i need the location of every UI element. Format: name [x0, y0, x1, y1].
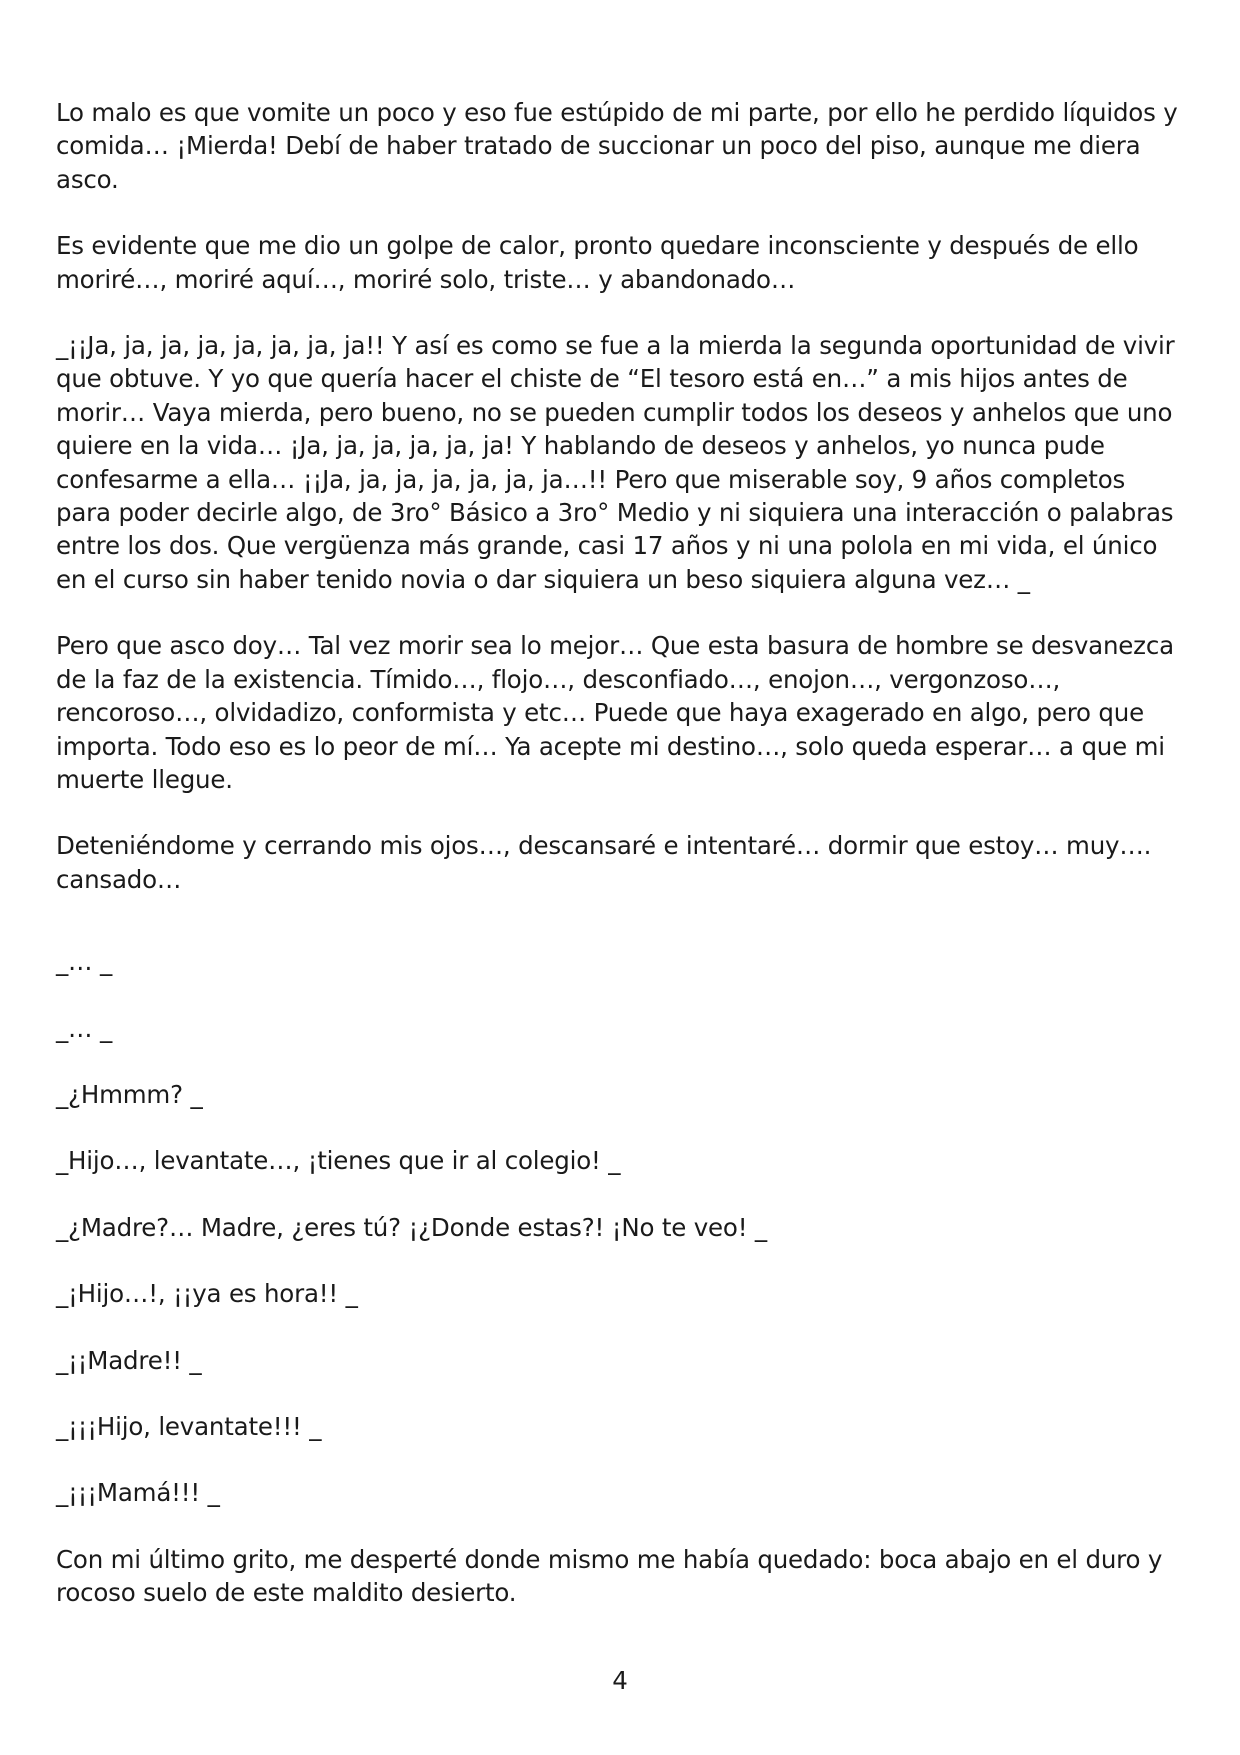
paragraph: Pero que asco doy… Tal vez morir sea lo mejor… Que esta basura de hombre se desvanezca de la faz de la existencia. Tímido…, flojo…, desconfiado…, enojon…, vergonzoso…, rencoroso…, olvidadizo, conformista y etc… Puede que haya exagerado en algo, pero que importa. Todo eso es lo peor de mí… Ya acepte mi destino…, solo queda esperar… a que mi muerte llegue.	[56, 631, 1174, 794]
dialogue-line: _¿Hmmm? _	[56, 1079, 203, 1109]
dialogue-line: _Hijo…, levantate…, ¡tienes que ir al colegio! _	[56, 1146, 621, 1176]
page-number: 4	[612, 1666, 628, 1695]
document-body	[56, 96, 1184, 1643]
paragraph: Lo malo es que vomite un poco y eso fue estúpido de mi parte, por ello he perdido líquidos y comida… ¡Mierda! Debí de haber tratado de succionar un poco del piso, aunque me diera asco.	[56, 98, 1178, 194]
paragraph: Es evidente que me dio un golpe de calor, pronto quedare inconsciente y después de ello moriré…, moriré aquí…, moriré solo, triste… y abandonado…	[56, 231, 1139, 294]
dialogue-line: _¡Hijo…!, ¡¡ya es hora!! _	[56, 1279, 358, 1309]
dialogue-line: _¡¡¡Hijo, levantate!!! _	[56, 1411, 322, 1441]
paragraph: Deteniéndome y cerrando mis ojos…, descansaré e intentaré… dormir que estoy… muy…. cansado…	[56, 831, 1152, 894]
dialogue-line: _¡¡Madre!! _	[56, 1345, 202, 1375]
paragraph: Con mi último grito, me desperté donde mismo me había quedado: boca abajo en el duro y rocoso suelo de este maldito desierto.	[56, 1544, 1163, 1608]
dialogue-line: _¡¡¡Mamá!!! _	[56, 1478, 220, 1508]
dialogue-line: _¿Madre?… Madre, ¿eres tú? ¡¿Donde estas?! ¡No te veo! _	[56, 1212, 767, 1242]
dialogue-line: _… _	[56, 947, 112, 977]
paragraph: _¡¡Ja, ja, ja, ja, ja, ja, ja, ja!! Y así es como se fue a la mierda la segunda oportunidad de vivir que obtuve. Y yo que quería hacer el chiste de “El tesoro está en…” a mis hijos antes de morir… Vaya mierda, pero bueno, no se pueden cumplir todos los deseos y anhelos que uno quiere en la vida… ¡Ja, ja, ja, ja, ja, ja! Y hablando de deseos y anhelos, yo nunca pude confesarme a ella… ¡¡Ja, ja, ja, ja, ja, ja, ja…!! Pero que miserable soy, 9 años completos para poder decirle algo, de 3ro° Básico a 3ro° Medio y ni siquiera una interacción o palabras entre los dos. Que vergüenza más grande, casi 17 años y ni una polola en mi vida, el único en el curso sin haber tenido novia o dar siquiera un beso siquiera alguna vez… _	[56, 331, 1175, 594]
dialogue-line: _… _	[56, 1013, 112, 1043]
